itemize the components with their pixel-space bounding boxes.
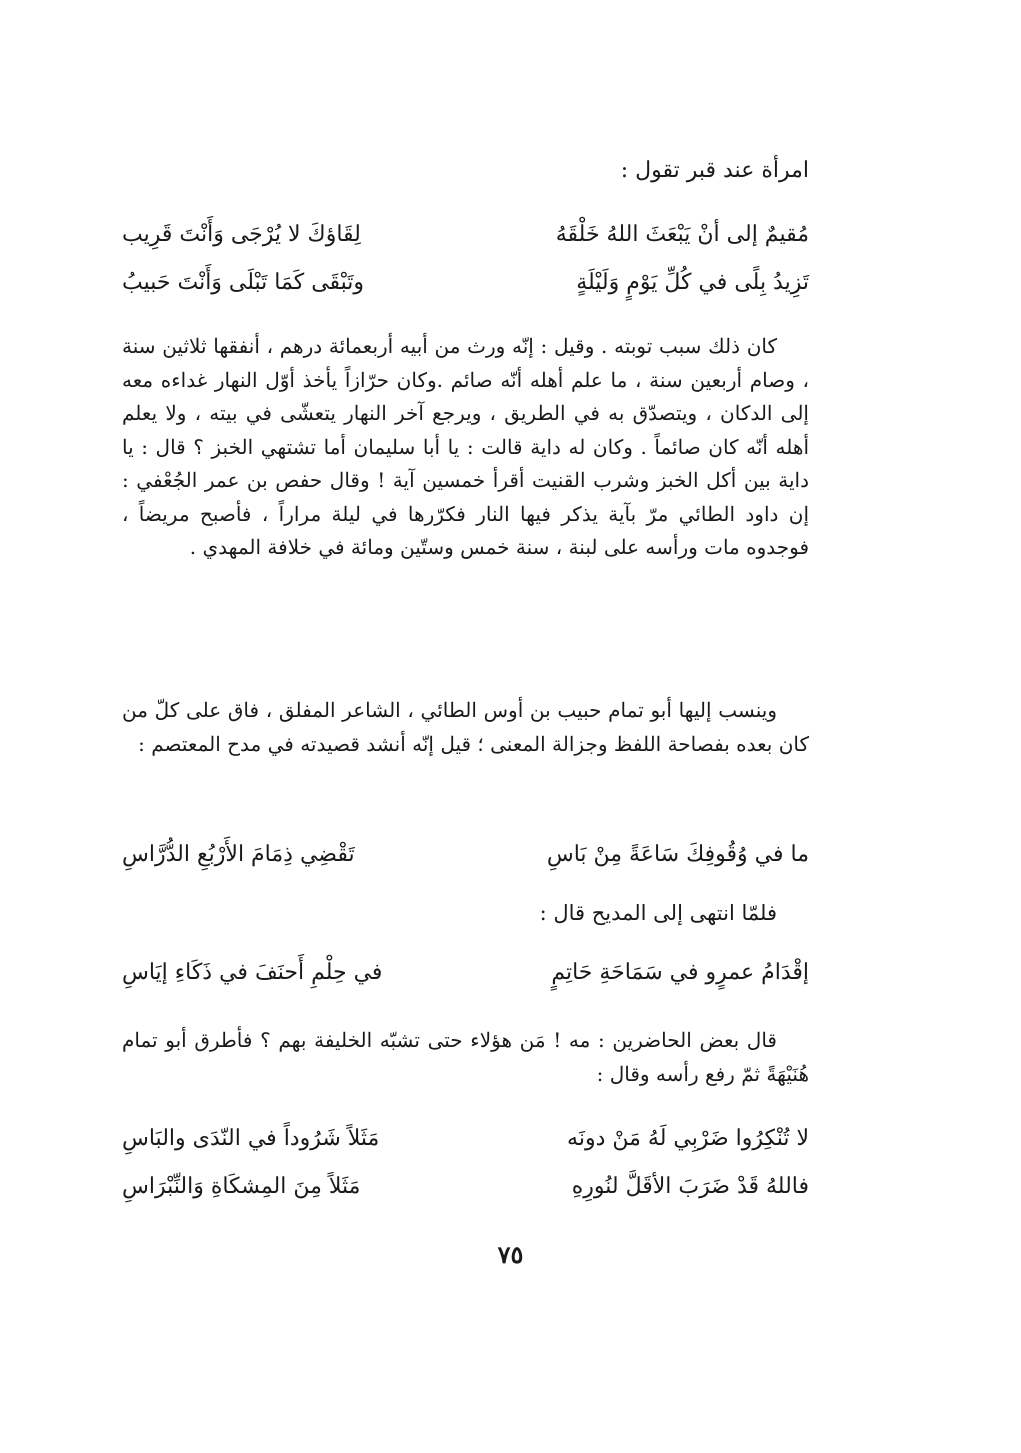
paragraph: قال بعض الحاضرين : مه ! مَن هؤلاء حتى تشبّه الخليفة بهم ؟ فأطرق أبو تمام هُنَيْهَةً ثمّ رفع رأسه وقال : [122, 1028, 809, 1086]
poem-line [122, 268, 809, 298]
prose-block-1 [122, 330, 809, 565]
verse-hemistich-right: ما في وُقُوفِكَ سَاعَةً مِنْ بَاسِ [546, 842, 809, 867]
lead-line: فلمّا انتهى إلى المديح قال : [539, 901, 777, 925]
verse-hemistich-right: تَزِيدُ بِلًى في كُلِّ يَوْمٍ وَلَيْلَةٍ [576, 270, 809, 295]
verse-hemistich-right: مُقيمٌ إلى أنْ يَبْعَثَ اللهُ خَلْقَهُ [555, 222, 809, 247]
paragraph: كان ذلك سبب توبته . وقيل : إنّه ورث من أبيه أربعمائة درهم ، أنفقها ثلاثين سنة ، وصام أربعين سنة ، ما علم أهله أنّه صائم .وكان حرّازاً يأخذ أوّل النهار غداءه معه إلى الدكان ، ويتصدّق به في الطريق ، ويرجع آخر النهار يتعشّى في بيته ، ولا يعلم أهله أنّه كان صائماً . وكان له داية قالت : يا أبا سليمان أما تشتهي الخبز ؟ قال : يا داية بين أكل الخبز وشرب القنيت أقرأ خمسين آية ! وقال حفص بن عمر الجُعْفي : إن داود الطائي مرّ بآية يذكر فيها النار فكرّرها في ليلة مراراً ، فأصبح مريضاً ، فوجدوه مات ورأسه على لبنة ، سنة خمس وستّين ومائة في خلافة المهدي . [122, 334, 809, 559]
verse-hemistich-right: فاللهُ قَدْ ضَرَبَ الأقَلَّ لنُورِهِ [571, 1174, 809, 1199]
verse-hemistich-left: في حِلْمِ أَحنَفَ في ذَكَاءِ إيَاسِ [122, 960, 383, 985]
verse-hemistich-left: لِقَاؤكَ لا يُرْجَى وَأَنْتَ قَرِيب [122, 222, 361, 247]
poem-line [122, 1124, 809, 1154]
paragraph: وينسب إليها أبو تمام حبيب بن أوس الطائي ، الشاعر المفلق ، فاق على كلّ من كان بعده بفصاحة اللفظ وجزالة المعنى ؛ قيل إنّه أنشد قصيدته في مدح المعتصم : [122, 698, 809, 756]
poem-line [122, 1172, 809, 1202]
poem-line [122, 840, 809, 870]
page-number: ٧٥ [497, 1240, 524, 1269]
poem-line [122, 958, 809, 988]
verse-hemistich-left: تَقْضِي ذِمَامَ الأَرْبُعِ الدُّرَّاسِ [122, 842, 355, 867]
verse-hemistich-right: إقْدَامُ عمرٍو في سَمَاحَةِ حَاتِمٍ [551, 960, 809, 985]
verse-hemistich-right: لا تُنْكِرُوا ضَرْبِي لَهُ مَنْ دونَه [567, 1126, 809, 1151]
verse-hemistich-left: مَثَلاً مِنَ المِشكَاةِ وَالنِّبْرَاسِ [122, 1174, 361, 1199]
poem-line [122, 220, 809, 250]
verse-hemistich-left: مَثَلاً شَرُوداً في النّدَى والبَاسِ [122, 1126, 380, 1151]
verse-hemistich-left: وتَبْقَى كَمَا تَبْلَى وَأَنْتَ حَبيبُ [122, 270, 365, 295]
prose-block-3 [122, 1024, 809, 1091]
intro-line: امرأة عند قبر تقول : [620, 158, 809, 183]
prose-block-2 [122, 694, 809, 761]
